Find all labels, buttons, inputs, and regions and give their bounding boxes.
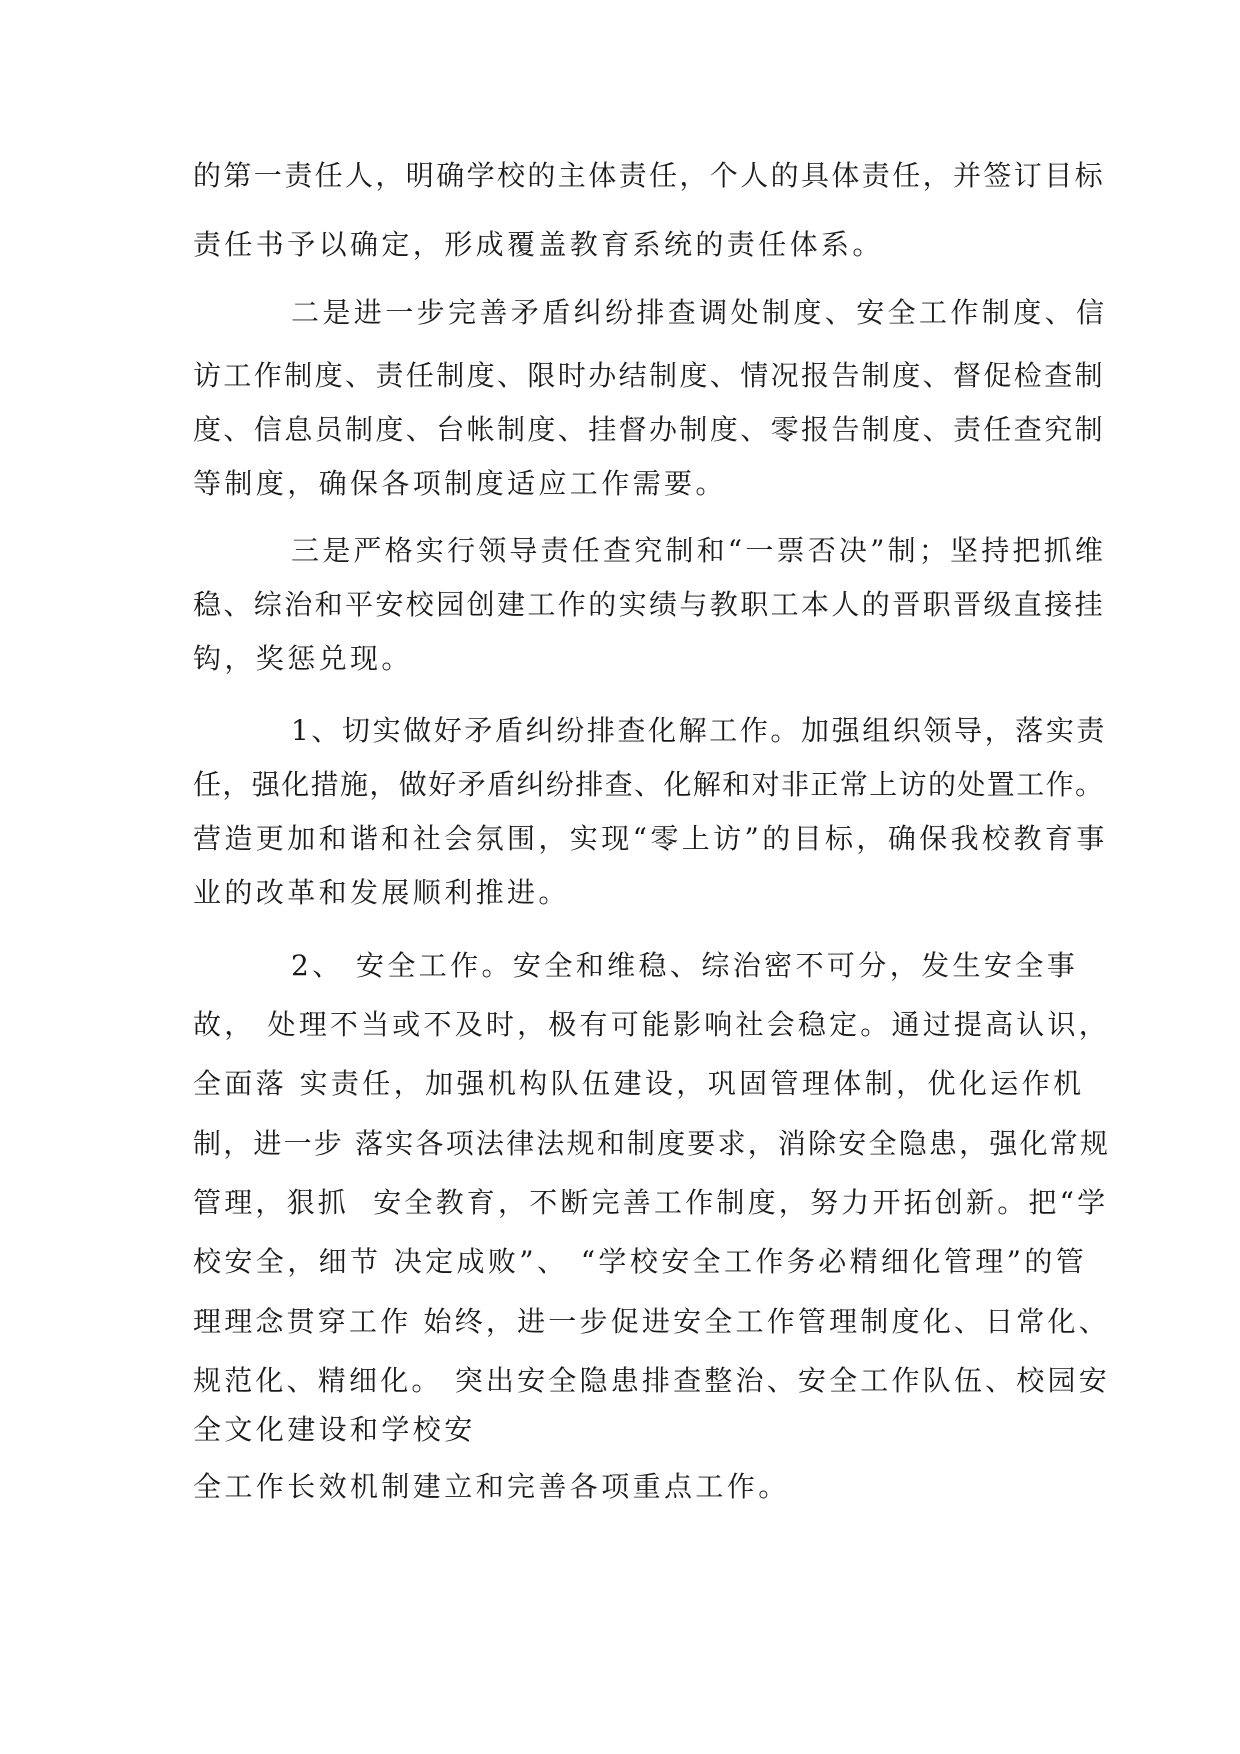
text-line: 业的改革和发展顺利推进。 <box>193 876 570 909</box>
text-line: 规范化、精细化。 突出安全隐患排查整治、安全工作队伍、校园安 <box>193 1364 1110 1397</box>
text-line: 管理，狠抓 安全教育，不断完善工作制度，努力开拓创新。把“学 <box>193 1186 1109 1219</box>
text-line: 责任书予以确定，形成覆盖教育系统的责任体系。 <box>193 228 884 261</box>
text-line: 二是进一步完善矛盾纠纷排查调处制度、安全工作制度、信 <box>291 296 1108 329</box>
text-line: 度、信息员制度、台帐制度、挂督办制度、零报告制度、责任查究制 <box>193 413 1106 446</box>
text-line: 全文化建设和学校安 <box>193 1413 476 1446</box>
text-line: 稳、综治和平安校园创建工作的实绩与教职工本人的晋职晋级直接挂 <box>193 588 1106 621</box>
text-line: 等制度，确保各项制度适应工作需要。 <box>193 467 727 500</box>
text-line: 理理念贯穿工作 始终，进一步促进安全工作管理制度化、日常化、 <box>193 1305 1110 1338</box>
text-line: 三是严格实行领导责任查究制和“一票否决”制；坚持把抓维 <box>291 534 1107 567</box>
text-line: 校安全，细节 决定成败”、 “学校安全工作务必精细化管理”的管 <box>193 1245 1088 1278</box>
text-line: 故， 处理不当或不及时，极有可能影响社会稳定。通过提高认识， <box>193 1008 1110 1041</box>
text-line: 1、切实做好矛盾纠纷排查化解工作。加强组织领导，落实责 <box>291 714 1108 747</box>
text-line: 钩，奖惩兑现。 <box>193 642 413 675</box>
text-line: 访工作制度、责任制度、限时办结制度、情况报告制度、督促检查制 <box>193 359 1106 392</box>
text-line: 全面落 实责任，加强机构队伍建设，巩固管理体制，优化运作机 <box>193 1067 1085 1100</box>
text-line: 2、 安全工作。安全和维稳、综治密不可分，发生安全事 <box>291 949 1079 982</box>
text-line: 制，进一步 落实各项法律法规和制度要求，消除安全隐患，强化常规 <box>193 1127 1111 1160</box>
text-line: 全工作长效机制建立和完善各项重点工作。 <box>193 1470 790 1503</box>
text-line: 的第一责任人，明确学校的主体责任，个人的具体责任，并签订目标 <box>193 159 1106 192</box>
text-line: 任，强化措施，做好矛盾纠纷排查、化解和对非正常上访的处置工作。 <box>193 768 1105 801</box>
text-line: 营造更加和谐和社会氛围，实现“零上访”的目标，确保我校教育事 <box>193 822 1108 855</box>
